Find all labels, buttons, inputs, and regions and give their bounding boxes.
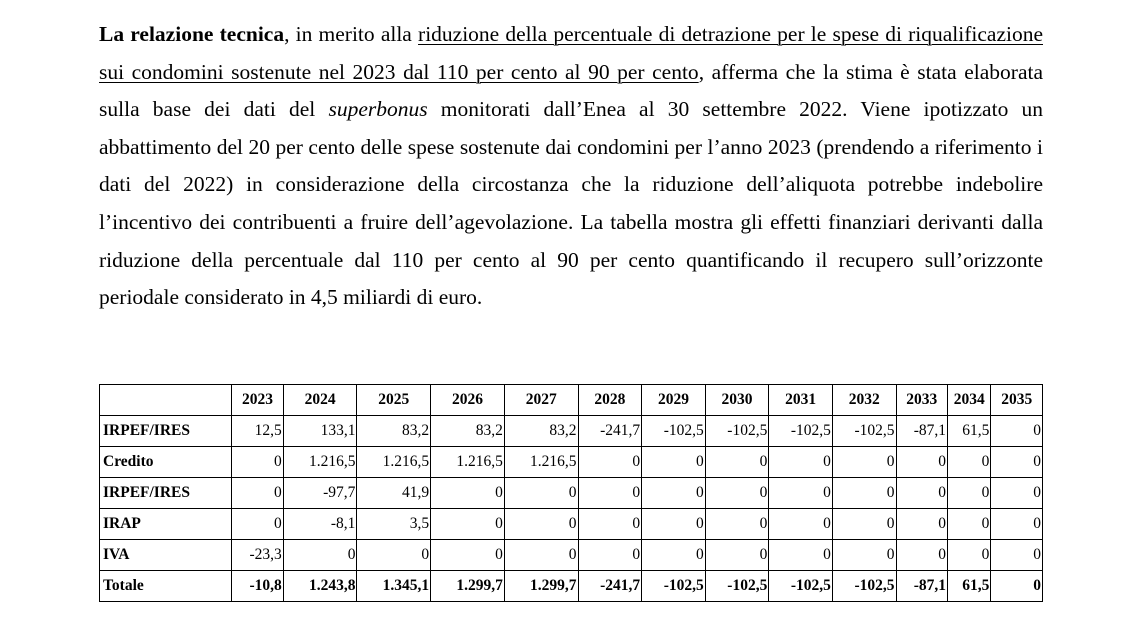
value-cell: 0 xyxy=(642,447,706,478)
value-cell: 0 xyxy=(832,478,896,509)
value-cell: 0 xyxy=(948,509,991,540)
value-cell: 1.216,5 xyxy=(431,447,505,478)
value-cell: 61,5 xyxy=(948,571,991,602)
value-cell: 1.216,5 xyxy=(504,447,578,478)
value-cell: 0 xyxy=(948,447,991,478)
header-year-cell: 2035 xyxy=(991,385,1043,416)
value-cell: 0 xyxy=(705,447,769,478)
value-cell: 83,2 xyxy=(357,416,431,447)
value-cell: 0 xyxy=(578,447,642,478)
header-corner-cell xyxy=(100,385,232,416)
value-cell: 0 xyxy=(896,478,947,509)
header-year-cell: 2028 xyxy=(578,385,642,416)
value-cell: -102,5 xyxy=(705,416,769,447)
header-year-cell: 2033 xyxy=(896,385,947,416)
value-cell: -10,8 xyxy=(232,571,283,602)
italic-term: superbonus xyxy=(328,97,428,122)
header-year-cell: 2026 xyxy=(431,385,505,416)
value-cell: 0 xyxy=(504,509,578,540)
value-cell: 0 xyxy=(896,509,947,540)
value-cell: 0 xyxy=(705,478,769,509)
value-cell: 0 xyxy=(991,447,1043,478)
header-year-cell: 2024 xyxy=(283,385,357,416)
table-row xyxy=(100,571,1043,602)
value-cell: 0 xyxy=(283,540,357,571)
value-cell: 1.299,7 xyxy=(431,571,505,602)
value-cell: 0 xyxy=(578,540,642,571)
paragraph-text-2: monitorati dall’Enea al 30 settembre 2022. Viene ipotizzato un abbattimento del 20 per cento delle spese sostenute dai condomini per l’anno 2023 (prendendo a riferimento i dati del 2022) in considerazione della circostanza che la riduzione dell’aliquota potrebbe indebolire l’incentivo dei contribuenti a fruire dell’agevolazione. La tabella mostra gli effetti finanziari derivanti dalla riduzione della percentuale dal 110 per cento al 90 per cento quantificando il recupero sull’orizzonte periodale considerato in 4,5 miliardi di euro. xyxy=(99,97,1043,310)
value-cell: -8,1 xyxy=(283,509,357,540)
value-cell: 0 xyxy=(232,447,283,478)
value-cell: -102,5 xyxy=(642,416,706,447)
header-year-cell: 2030 xyxy=(705,385,769,416)
row-label: Credito xyxy=(100,447,232,478)
value-cell: 0 xyxy=(705,540,769,571)
value-cell: -102,5 xyxy=(705,571,769,602)
value-cell: 0 xyxy=(705,509,769,540)
header-year-cell: 2032 xyxy=(832,385,896,416)
value-cell: 0 xyxy=(431,478,505,509)
value-cell: 0 xyxy=(504,540,578,571)
value-cell: 0 xyxy=(642,540,706,571)
value-cell: 0 xyxy=(896,447,947,478)
value-cell: -102,5 xyxy=(832,416,896,447)
value-cell: 0 xyxy=(431,540,505,571)
value-cell: 0 xyxy=(357,540,431,571)
table-row xyxy=(100,416,1043,447)
value-cell: 0 xyxy=(769,509,833,540)
value-cell: 0 xyxy=(642,509,706,540)
value-cell: 0 xyxy=(948,478,991,509)
value-cell: -102,5 xyxy=(769,571,833,602)
value-cell: 1.299,7 xyxy=(504,571,578,602)
value-cell: 3,5 xyxy=(357,509,431,540)
value-cell: 0 xyxy=(578,478,642,509)
value-cell: 12,5 xyxy=(232,416,283,447)
value-cell: 0 xyxy=(832,540,896,571)
value-cell: 0 xyxy=(991,509,1043,540)
table-row xyxy=(100,478,1043,509)
financial-effects-table xyxy=(99,384,1043,602)
value-cell: 133,1 xyxy=(283,416,357,447)
value-cell: -102,5 xyxy=(832,571,896,602)
header-year-cell: 2031 xyxy=(769,385,833,416)
row-label: IRAP xyxy=(100,509,232,540)
value-cell: 0 xyxy=(832,509,896,540)
value-cell: 83,2 xyxy=(504,416,578,447)
value-cell: 0 xyxy=(642,478,706,509)
value-cell: 0 xyxy=(991,478,1043,509)
value-cell: -102,5 xyxy=(642,571,706,602)
value-cell: 1.216,5 xyxy=(357,447,431,478)
value-cell: 0 xyxy=(991,571,1043,602)
value-cell: -241,7 xyxy=(578,571,642,602)
value-cell: -23,3 xyxy=(232,540,283,571)
value-cell: 1.345,1 xyxy=(357,571,431,602)
table-row xyxy=(100,447,1043,478)
header-year-cell: 2027 xyxy=(504,385,578,416)
value-cell: 0 xyxy=(232,478,283,509)
value-cell: 0 xyxy=(504,478,578,509)
body-paragraph xyxy=(99,16,1043,317)
value-cell: 0 xyxy=(832,447,896,478)
table-row xyxy=(100,540,1043,571)
value-cell: -241,7 xyxy=(578,416,642,447)
value-cell: -87,1 xyxy=(896,416,947,447)
value-cell: 0 xyxy=(232,509,283,540)
value-cell: -87,1 xyxy=(896,571,947,602)
value-cell: 0 xyxy=(769,540,833,571)
row-label: IRPEF/IRES xyxy=(100,478,232,509)
paragraph-text-1: , afferma che la stima è stata elaborata sulla base dei dati del xyxy=(99,59,1044,122)
value-cell: 0 xyxy=(769,447,833,478)
value-cell: 61,5 xyxy=(948,416,991,447)
row-label: IRPEF/IRES xyxy=(100,416,232,447)
underlined-subject: riduzione della percentuale di detrazione per le spese di riqualificazione sui condomini sostenute nel 2023 dal 110 per cento al 90 per cento xyxy=(99,22,1043,84)
value-cell: 41,9 xyxy=(357,478,431,509)
value-cell: 83,2 xyxy=(431,416,505,447)
value-cell: 0 xyxy=(896,540,947,571)
lead-bold-text: La relazione tecnica xyxy=(99,22,285,46)
value-cell: 0 xyxy=(769,478,833,509)
value-cell: 0 xyxy=(991,416,1043,447)
row-label: IVA xyxy=(100,540,232,571)
header-year-cell: 2029 xyxy=(642,385,706,416)
value-cell: -102,5 xyxy=(769,416,833,447)
table-header-row xyxy=(100,385,1043,416)
value-cell: 0 xyxy=(948,540,991,571)
header-year-cell: 2023 xyxy=(232,385,283,416)
value-cell: 0 xyxy=(578,509,642,540)
value-cell: 0 xyxy=(991,540,1043,571)
row-label: Totale xyxy=(100,571,232,602)
header-year-cell: 2034 xyxy=(948,385,991,416)
table-row xyxy=(100,509,1043,540)
value-cell: 0 xyxy=(431,509,505,540)
value-cell: 1.243,8 xyxy=(283,571,357,602)
header-year-cell: 2025 xyxy=(357,385,431,416)
value-cell: -97,7 xyxy=(283,478,357,509)
lead-continuation: , in merito alla xyxy=(284,22,419,46)
value-cell: 1.216,5 xyxy=(283,447,357,478)
